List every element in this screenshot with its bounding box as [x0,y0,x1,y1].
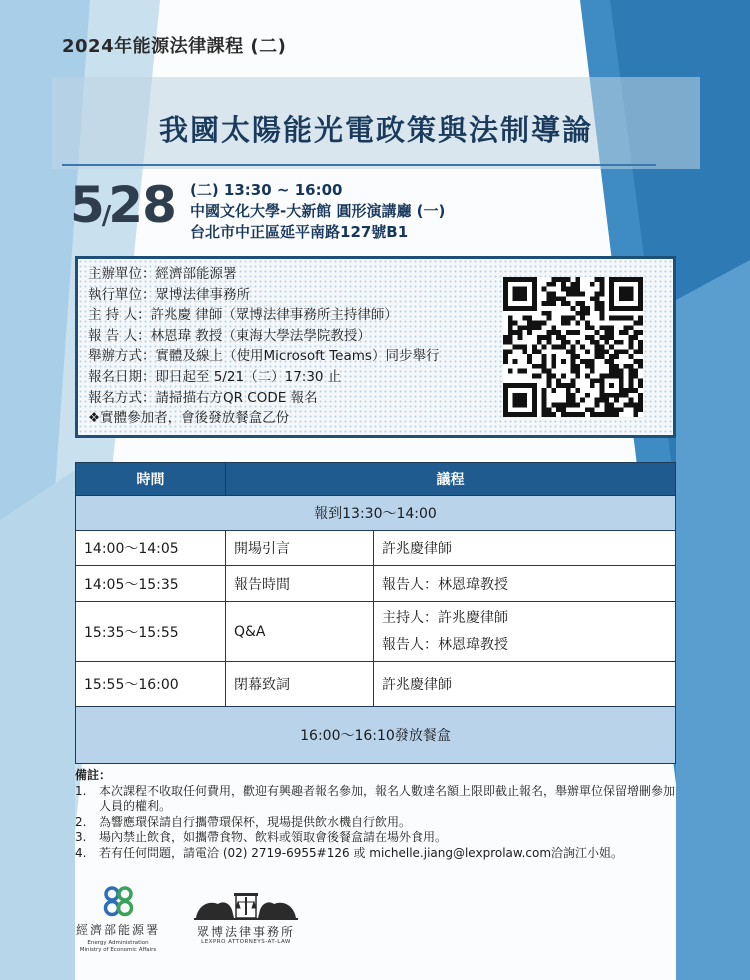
note-number: 1. [75,783,87,798]
lexpro-logo [190,890,310,950]
info-registration-date: 報名日期：即日起至 5/21（二）17:30 止 [88,368,342,385]
info-meal-note: ❖實體參加者，會後發放餐盒乙份 [88,410,290,427]
lexpro-name: 眾博法律事務所 [196,925,295,939]
table-row [76,566,676,602]
energy-administration-logo [70,884,180,964]
note-item [75,846,675,862]
note-text: 場內禁止飲食，如攜帶食物、飲料或領取會後餐盒請在場外食用。 [99,830,448,845]
row-persons [374,602,676,662]
info-box [75,256,676,438]
checkin-cell: 報到13:30～14:00 [76,496,676,531]
note-number: 4. [75,845,87,860]
row-item: 報告時間 [226,566,374,602]
schedule-table [75,462,676,764]
lexpro-lions-emblem-icon [190,890,302,922]
info-lines [88,264,439,429]
date-day: 28 [108,176,176,234]
ea-name: 經濟部能源署 [75,923,160,937]
info-speaker: 報 告 人：林恩瑋 教授（東海大學法學院教授） [88,327,371,344]
row-person-speaker: 報告人：林恩瑋教授 [382,636,508,653]
info-organizer: 主辦單位：經濟部能源署 [88,266,237,282]
notes [75,768,675,862]
row-time: 15:35～15:55 [76,602,226,662]
meal-row [76,707,676,764]
note-item [75,815,675,831]
row-person: 許兆慶律師 [374,531,676,566]
row-person: 許兆慶律師 [374,662,676,707]
header-time: 時間 [76,463,226,496]
note-item [75,830,675,846]
event-date [70,176,176,234]
table-row [76,602,676,662]
row-time: 14:00～14:05 [76,531,226,566]
info-format: 舉辦方式：實體及線上（使用Microsoft Teams）同步舉行 [88,348,440,365]
note-number: 3. [75,830,87,845]
checkin-row [76,496,676,531]
qr-code[interactable] [503,277,643,417]
info-registration-method: 報名方式：請掃描右方QR CODE 報名 [88,389,318,406]
event-info [190,180,445,243]
info-executor: 執行單位：眾博法律事務所 [88,286,250,303]
schedule-header-row [76,463,676,496]
title-divider [62,164,656,166]
note-text: 若有任何問題，請電洽 (02) 2719-6955#126 或 michelle.jiang@lexprolaw.com洽詢江小姐。 [99,845,624,860]
notes-title: 備註： [75,768,112,782]
row-person-host: 主持人：許兆慶律師 [382,609,508,626]
row-item: Q&A [226,602,374,662]
row-item: 開場引言 [226,531,374,566]
meal-cell: 16:00～16:10發放餐盒 [76,707,676,764]
date-month: 5 [70,176,104,234]
main-title: 我國太陽能光電政策與法制導論 [158,113,593,147]
info-host: 主 持 人：許兆慶 律師（眾博法律事務所主持律師） [88,307,398,324]
ea-english-name: Energy Administration [87,940,149,946]
event-venue: 中國文化大學-大新館 圓形演講廳 (一) [190,202,446,220]
event-address: 台北市中正區延平南路127號B1 [190,223,409,241]
row-time: 15:55～16:00 [76,662,226,707]
event-time: (二) 13:30 ~ 16:00 [190,181,343,199]
note-number: 2. [75,814,87,829]
energy-administration-emblem-icon [70,884,166,920]
note-text: 本次課程不收取任何費用，歡迎有興趣者報名參加，報名人數達名額上限即截止報名，舉辦單位保留增刪參加人員的權利。 [99,783,676,814]
table-row [76,531,676,566]
table-row [76,662,676,707]
header-agenda: 議程 [226,463,676,496]
lexpro-english-name: LEXPRO ATTORNEYS-AT-LAW [201,939,291,945]
date-slash: / [101,201,111,231]
note-text: 為響應環保請自行攜帶環保杯，現場提供飲水機自行飲用。 [99,814,412,829]
ea-english-ministry: Ministry of Economic Affairs [79,947,157,953]
row-time: 14:05～15:35 [76,566,226,602]
note-item [75,784,675,815]
row-item: 閉幕致詞 [226,662,374,707]
row-person: 報告人：林恩瑋教授 [374,566,676,602]
series-title: 2024年能源法律課程 (二) [62,36,287,57]
